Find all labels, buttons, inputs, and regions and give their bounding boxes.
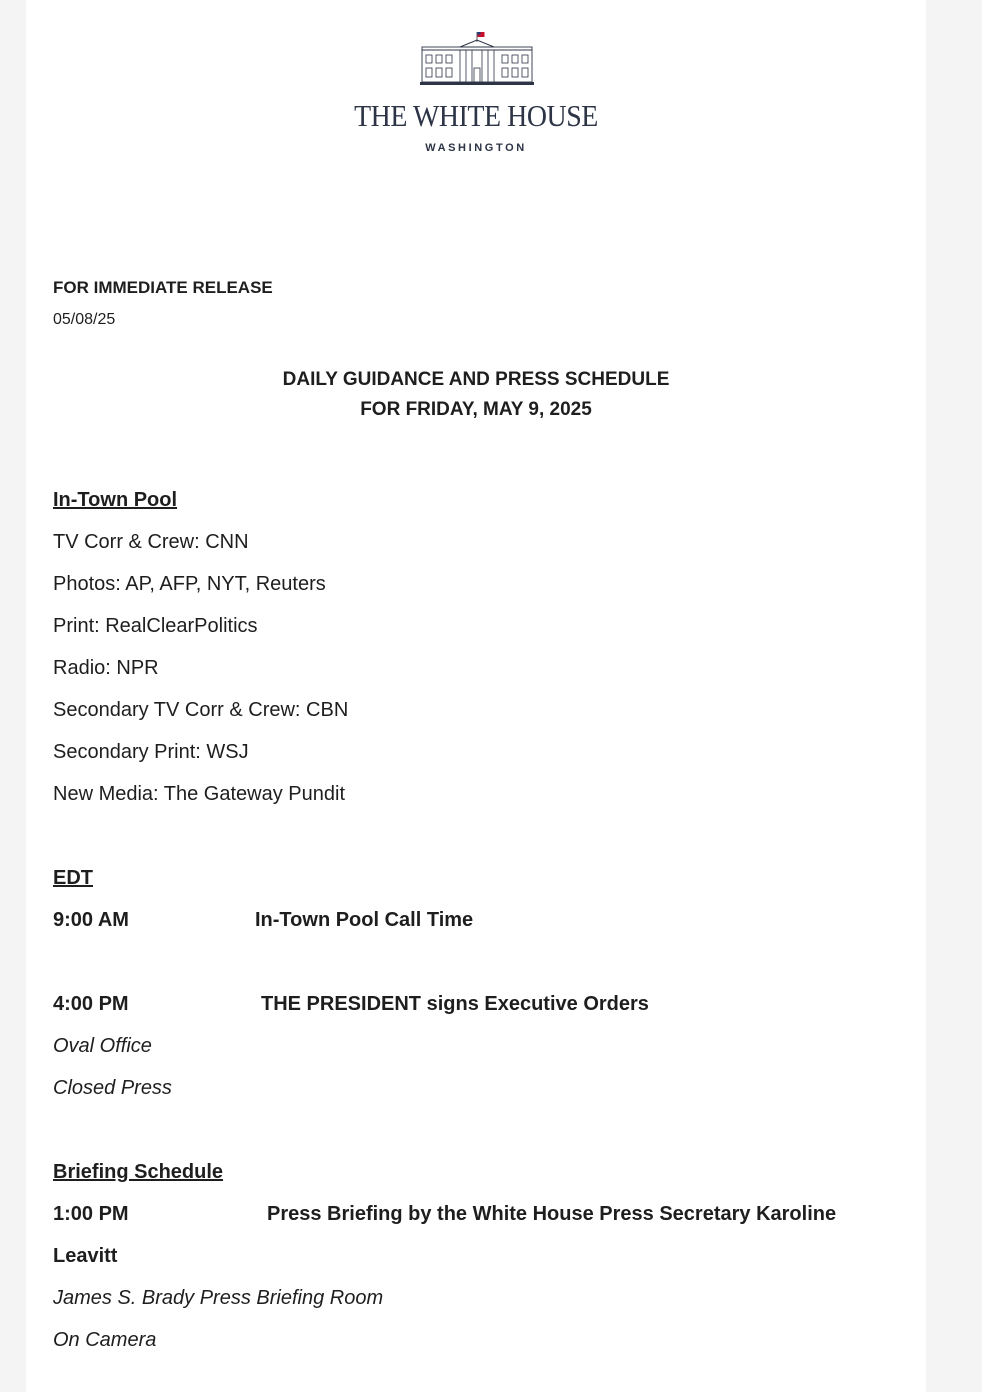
event-time: 9:00 AM (53, 909, 129, 931)
pool-item: Radio: NPR (53, 657, 159, 679)
document-page (26, 0, 926, 1392)
briefing-title-continued: Leavitt (53, 1245, 118, 1267)
pool-item: Photos: AP, AFP, NYT, Reuters (53, 573, 326, 595)
document-heading-line2: FOR FRIDAY, MAY 9, 2025 (360, 399, 592, 420)
white-house-building-icon (420, 30, 534, 86)
pool-heading: In-Town Pool (53, 489, 178, 511)
pool-item: Secondary Print: WSJ (53, 741, 249, 763)
pool-item: Secondary TV Corr & Crew: CBN (53, 699, 349, 721)
schedule-heading: EDT (53, 867, 93, 889)
event-title: In-Town Pool Call Time (255, 909, 474, 931)
briefing-title: Press Briefing by the White House Press Secretary Karoline (267, 1203, 837, 1225)
release-label: FOR IMMEDIATE RELEASE (53, 278, 273, 297)
event-location: Oval Office (53, 1035, 152, 1057)
document-heading-line1: DAILY GUIDANCE AND PRESS SCHEDULE (282, 369, 670, 390)
briefing-coverage: On Camera (53, 1329, 157, 1351)
pool-item: Print: RealClearPolitics (53, 615, 258, 637)
pool-item: New Media: The Gateway Pundit (53, 783, 346, 805)
letterhead-subtitle: WASHINGTON (425, 142, 527, 154)
pool-item: TV Corr & Crew: CNN (53, 531, 249, 553)
letterhead-title: THE WHITE HOUSE (354, 98, 598, 133)
event-title: THE PRESIDENT signs Executive Orders (261, 993, 649, 1015)
release-date: 05/08/25 (53, 311, 116, 328)
event-time: 4:00 PM (53, 993, 129, 1015)
event-coverage: Closed Press (53, 1077, 172, 1099)
briefing-heading: Briefing Schedule (53, 1161, 224, 1183)
briefing-location: James S. Brady Press Briefing Room (53, 1287, 384, 1309)
briefing-time: 1:00 PM (53, 1203, 129, 1225)
